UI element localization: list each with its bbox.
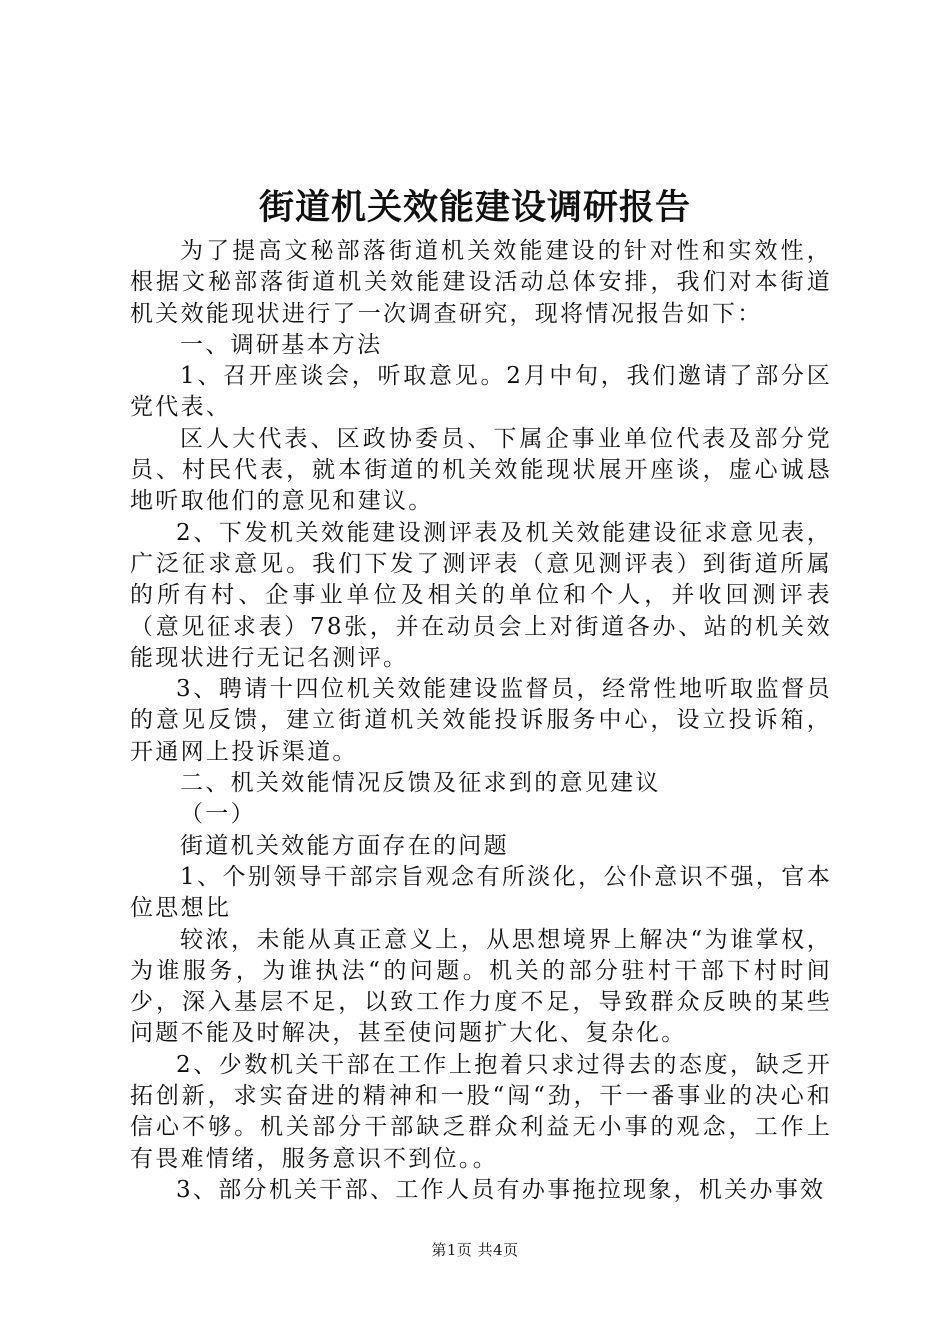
page-footer: 第1页 共4页: [431, 1241, 519, 1259]
subsection-heading-problems: 街道机关效能方面存在的问题: [180, 832, 509, 859]
document-body: [130, 236, 832, 1206]
subsection-number: （一）: [180, 801, 256, 828]
paragraph-method-2: 2、下发机关效能建设测评表及机关效能建设征求意见表，广泛征求意见。我们下发了测评表（意见测评表）到街道所属的所有村、企事业单位及相关的单位和个人，并收回测评表（意见征求表）78张，并在动员会上对街道各办、站的机关效能现状进行无记名测评。: [130, 519, 832, 671]
paragraph-method-1: 1、召开座谈会，听取意见。2月中旬，我们邀请了部分区党代表、: [130, 363, 832, 421]
paragraph-problem-2: 2、少数机关干部在工作上抱着只求过得去的态度，缺乏开拓创新，求实奋进的精神和一股“闯“劲，干一番事业的决心和信心不够。机关部分干部缺乏群众利益无小事的观念，工作上有畏难情绪，服务意识不到位。。: [130, 1051, 832, 1172]
paragraph-problem-3: 3、部分机关干部、工作人员有办事拖拉现象，机关办事效: [176, 1176, 826, 1203]
section-heading-feedback: 二、机关效能情况反馈及征求到的意见建议: [180, 770, 661, 797]
paragraph-method-3: 3、聘请十四位机关效能建设监督员，经常性地听取监督员的意见反馈，建立街道机关效能投诉服务中心，设立投诉箱，开通网上投诉渠道。: [130, 676, 832, 765]
paragraph-method-1-cont: 区人大代表、区政协委员、下属企事业单位代表及部分党员、村民代表，就本街道的机关效能现状展开座谈，虚心诚恳地听取他们的意见和建议。: [130, 425, 832, 515]
document-title: 街道机关效能建设调研报告: [258, 188, 691, 228]
section-heading-methods: 一、调研基本方法: [180, 331, 383, 358]
paragraph-problem-1: 1、个别领导干部宗旨观念有所淡化，公仆意识不强，官本位思想比: [130, 863, 832, 922]
paragraph-intro: 为了提高文秘部落街道机关效能建设的针对性和实效性，根据文秘部落街道机关效能建设活动总体安排，我们对本街道机关效能现状进行了一次调查研究，现将情况报告如下：: [130, 238, 832, 327]
paragraph-problem-1-cont: 较浓，未能从真正意义上，从思想境界上解决“为谁掌权，为谁服务，为谁执法“的问题。机关的部分驻村干部下村时间少，深入基层不足，以致工作力度不足，导致群众反映的某些问题不能及时解决，甚至使问题扩大化、复杂化。: [130, 926, 832, 1047]
